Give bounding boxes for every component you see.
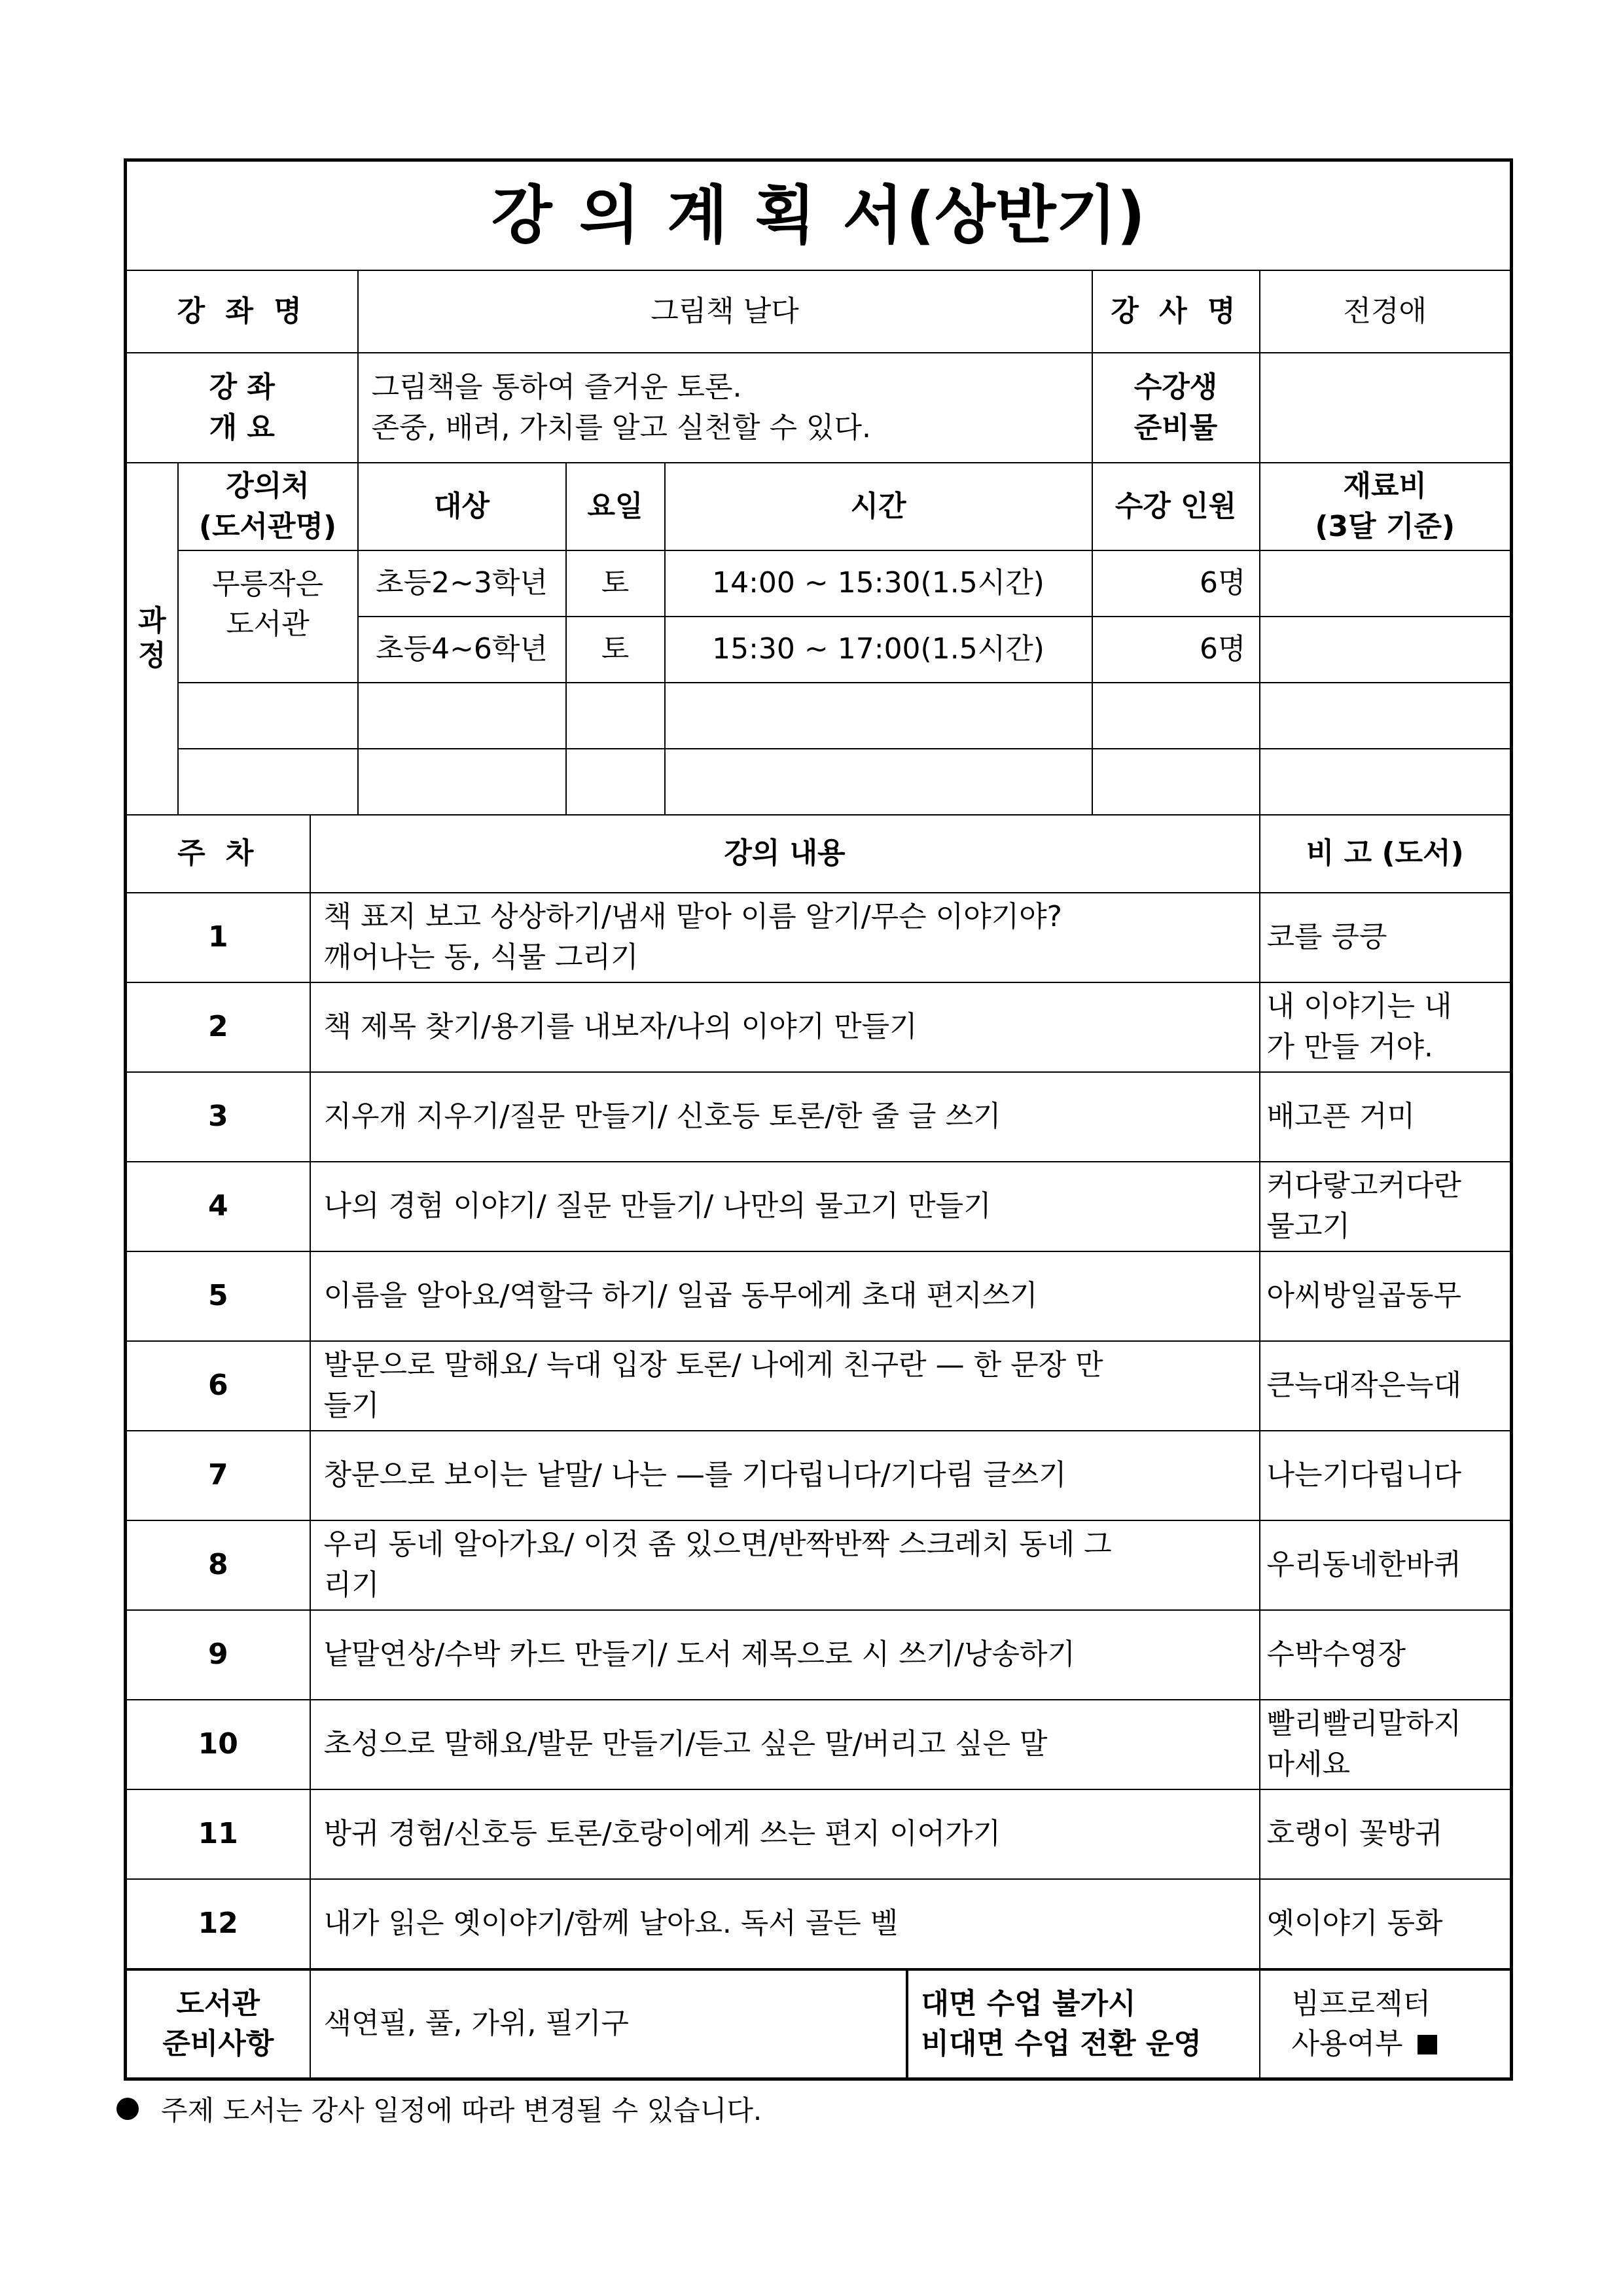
week-number: 10: [126, 1700, 310, 1789]
course-side-label-1: 과: [137, 603, 166, 637]
week-number: 3: [126, 1072, 310, 1162]
overview-label: [126, 353, 358, 463]
week-book-line-1: 배고픈 거미: [1266, 1100, 1416, 1134]
empty-cell: [1260, 683, 1512, 749]
week-number: 9: [126, 1610, 310, 1700]
empty-cell: [178, 749, 358, 815]
week-book: [1260, 1072, 1512, 1162]
course-row-2-time: 15:30 ~ 17:00(1.5시간): [665, 617, 1092, 683]
week-content-line-1: 내가 읽은 옛이야기/함께 날아요. 독서 골든 벨: [323, 1907, 899, 1941]
week-content: [310, 1341, 1260, 1431]
week-content-line-1: 발문으로 말해요/ 늑대 입장 토론/ 나에게 친구란 — 한 문장 만: [323, 1348, 1103, 1382]
bullet-icon: [116, 2098, 139, 2120]
week-content: [310, 982, 1260, 1072]
overview-label-line-2: 개 요: [209, 410, 275, 444]
week-content-line-1: 지우개 지우기/질문 만들기/ 신호등 토론/한 줄 글 쓰기: [323, 1100, 1001, 1134]
week-row: [126, 1431, 1512, 1520]
week-content-line-1: 책 제목 찾기/용기를 내보자/나의 이야기 만들기: [323, 1010, 918, 1044]
library-prep-label: [126, 1969, 310, 2079]
week-book-line-2: 가 만들 거야.: [1266, 1030, 1433, 1064]
week-content-line-1: 방귀 경험/신호등 토론/호랑이에게 쓰는 편지 이어가기: [323, 1817, 1001, 1851]
content-header: 강의 내용: [310, 815, 1260, 893]
empty-cell: [178, 683, 358, 749]
week-number: 11: [126, 1789, 310, 1879]
week-number: 4: [126, 1162, 310, 1251]
week-number: 6: [126, 1341, 310, 1431]
week-content: [310, 1162, 1260, 1251]
overview-line-2: 존중, 배려, 가치를 알고 실천할 수 있다.: [371, 410, 871, 444]
course-row-1-time: 14:00 ~ 15:30(1.5시간): [665, 550, 1092, 617]
week-row: [126, 1610, 1512, 1700]
course-row-1-day: 토: [566, 550, 665, 617]
week-content-line-1: 창문으로 보이는 낱말/ 나는 —를 기다립니다/기다림 글쓰기: [323, 1458, 1067, 1492]
week-book-line-1: 호랭이 꽃방귀: [1266, 1817, 1443, 1851]
week-number: 1: [126, 893, 310, 982]
week-book-line-1: 옛이야기 동화: [1266, 1907, 1443, 1941]
venue-value-line-2: 도서관: [226, 607, 310, 641]
course-row-2-target: 초등4~6학년: [358, 617, 566, 683]
course-table: [124, 462, 1513, 816]
venue-value-line-1: 무릉작은: [211, 567, 323, 601]
week-content: [310, 1431, 1260, 1520]
projector-usage-1: 빔프로젝터: [1291, 1986, 1431, 2020]
day-header: 요일: [566, 463, 665, 550]
week-book-line-1: 아씨방일곱동무: [1266, 1279, 1462, 1313]
week-row: [126, 1789, 1512, 1879]
week-book: [1260, 1610, 1512, 1700]
week-book: [1260, 1520, 1512, 1610]
week-book: [1260, 1431, 1512, 1520]
title-sub: (상반기): [906, 179, 1146, 253]
header-table: [124, 158, 1513, 463]
week-book: [1260, 1879, 1512, 1969]
week-row: [126, 1162, 1512, 1251]
week-number: 5: [126, 1251, 310, 1341]
fee-header: [1260, 463, 1512, 550]
course-row-1-fee: [1260, 550, 1512, 617]
empty-cell: [566, 683, 665, 749]
week-number: 8: [126, 1520, 310, 1610]
week-book: [1260, 1789, 1512, 1879]
week-book-line-1: 나는기다립니다: [1266, 1458, 1462, 1492]
week-content: [310, 1610, 1260, 1700]
week-content-line-1: 이름을 알아요/역할극 하기/ 일곱 동무에게 초대 편지쓰기: [323, 1279, 1038, 1313]
projector-usage-2: [1292, 2024, 1497, 2064]
overview-value: [358, 353, 1092, 463]
week-row: [126, 1520, 1512, 1610]
week-book: [1260, 1341, 1512, 1431]
week-number: 2: [126, 982, 310, 1072]
note-header: 비 고 (도서): [1260, 815, 1512, 893]
venue-value: [178, 550, 358, 683]
empty-cell: [1092, 683, 1260, 749]
course-row-2-headcount: 6명: [1092, 617, 1260, 683]
week-number: 12: [126, 1879, 310, 1969]
empty-cell: [1260, 749, 1512, 815]
course-row-2-day: 토: [566, 617, 665, 683]
course-row-2-fee: [1260, 617, 1512, 683]
venue-header-line-1: 강의처: [226, 469, 310, 503]
week-content-line-1: 책 표지 보고 상상하기/냄새 맡아 이름 알기/무슨 이야기야?: [323, 900, 1062, 934]
lecture-plan-sheet: [124, 158, 1510, 2081]
footnote-text: 주제 도서는 강사 일정에 따라 변경될 수 있습니다.: [161, 2094, 762, 2126]
empty-cell: [665, 749, 1092, 815]
week-content: [310, 893, 1260, 982]
week-book-line-2: 물고기: [1266, 1210, 1351, 1243]
supplies-label-line-1: 수강생: [1133, 370, 1218, 404]
footer-table: [124, 1968, 1513, 2081]
week-content-line-2: 깨어나는 동, 식물 그리기: [323, 941, 639, 974]
week-row: [126, 982, 1512, 1072]
week-row: [126, 893, 1512, 982]
title-main: 강 의 계 획 서: [491, 179, 906, 253]
instructor-label: 강 사 명: [1092, 270, 1260, 353]
course-name-value: 그림책 날다: [358, 270, 1092, 353]
week-book: [1260, 1251, 1512, 1341]
supplies-label-line-2: 준비물: [1133, 410, 1218, 444]
supplies-value: [1260, 353, 1512, 463]
empty-cell: [358, 749, 566, 815]
week-row: [126, 1341, 1512, 1431]
online-class-notice-1: 대면 수업 불가시: [921, 1986, 1136, 2020]
week-book-line-1: 수박수영장: [1266, 1638, 1406, 1672]
week-content-line-1: 초성으로 말해요/발문 만들기/듣고 싶은 말/버리고 싶은 말: [323, 1727, 1048, 1761]
weekly-table: [124, 814, 1513, 1969]
target-header: 대상: [358, 463, 566, 550]
supplies-label: [1092, 353, 1260, 463]
week-content: [310, 1879, 1260, 1969]
headcount-header: 수강 인원: [1092, 463, 1260, 550]
empty-cell: [566, 749, 665, 815]
overview-label-line-1: 강 좌: [209, 370, 275, 404]
week-content-line-1: 나의 경험 이야기/ 질문 만들기/ 나만의 물고기 만들기: [323, 1189, 991, 1223]
projector-usage: [1260, 1969, 1512, 2079]
week-content-line-1: 우리 동네 알아가요/ 이것 좀 있으면/반짝반짝 스크레치 동네 그: [323, 1528, 1112, 1562]
week-book: [1260, 982, 1512, 1072]
week-header: 주 차: [126, 815, 310, 893]
week-book-line-1: 코를 킁킁: [1266, 920, 1387, 954]
week-content-line-2: 리기: [323, 1568, 380, 1602]
online-class-notice-2: 비대면 수업 전환 운영: [921, 2027, 1202, 2061]
week-book-line-1: 빨리빨리말하지: [1266, 1707, 1462, 1741]
library-prep-label-1: 도서관: [176, 1986, 260, 2020]
fee-header-line-2: (3달 기준): [1315, 509, 1455, 543]
week-book-line-1: 우리동네한바퀴: [1266, 1548, 1462, 1582]
week-book-line-1: 커다랗고커다란: [1266, 1169, 1462, 1203]
course-row-1-headcount: 6명: [1092, 550, 1260, 617]
week-row: [126, 1700, 1512, 1789]
week-row: [126, 1251, 1512, 1341]
course-name-label: 강 좌 명: [126, 270, 358, 353]
instructor-value: 전경애: [1260, 270, 1512, 353]
overview-line-1: 그림책을 통하여 즐거운 토론.: [371, 370, 742, 404]
week-row: [126, 1072, 1512, 1162]
venue-header: [178, 463, 358, 550]
library-prep-value: 색연필, 풀, 가위, 필기구: [310, 1969, 907, 2079]
course-side-label-2: 정: [137, 638, 166, 672]
week-content: [310, 1251, 1260, 1341]
empty-cell: [1092, 749, 1260, 815]
week-content: [310, 1072, 1260, 1162]
week-book: [1260, 893, 1512, 982]
empty-cell: [665, 683, 1092, 749]
week-content: [310, 1789, 1260, 1879]
online-class-notice: [907, 1969, 1260, 2079]
footnote: [116, 2089, 762, 2128]
venue-header-line-2: (도서관명): [198, 509, 337, 543]
projector-usage-label: 사용여부: [1291, 2027, 1403, 2061]
library-prep-label-2: 준비사항: [162, 2027, 274, 2061]
fee-header-line-1: 재료비: [1343, 469, 1427, 503]
week-book-line-1: 큰늑대작은늑대: [1266, 1369, 1462, 1403]
week-book: [1260, 1700, 1512, 1789]
document-title: [126, 160, 1512, 270]
week-row: [126, 1879, 1512, 1969]
week-content-line-1: 낱말연상/수박 카드 만들기/ 도서 제목으로 시 쓰기/낭송하기: [323, 1638, 1075, 1672]
time-header: 시간: [665, 463, 1092, 550]
week-book-line-2: 마세요: [1266, 1748, 1351, 1781]
week-content-line-2: 들기: [323, 1389, 380, 1422]
checked-square-icon: [1418, 2035, 1437, 2054]
week-number: 7: [126, 1431, 310, 1520]
week-content: [310, 1520, 1260, 1610]
empty-cell: [358, 683, 566, 749]
course-row-1-target: 초등2~3학년: [358, 550, 566, 617]
week-book-line-1: 내 이야기는 내: [1266, 990, 1452, 1024]
week-book: [1260, 1162, 1512, 1251]
course-side-label: [126, 463, 178, 815]
week-content: [310, 1700, 1260, 1789]
